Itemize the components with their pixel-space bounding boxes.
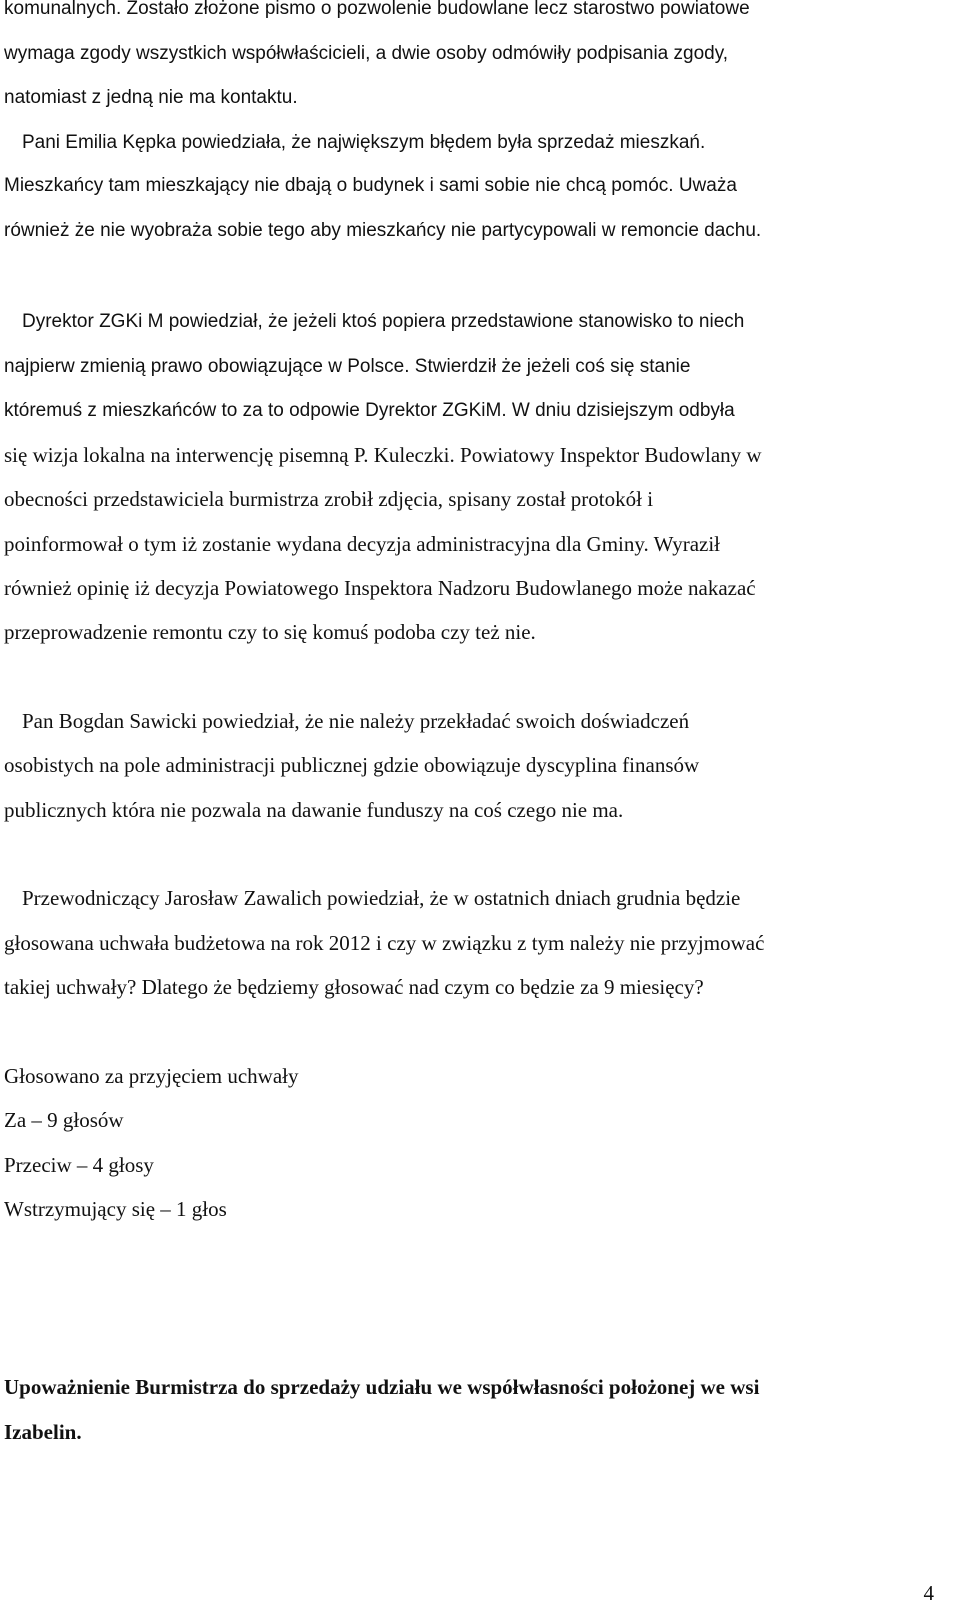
page-number: 4 bbox=[923, 1581, 934, 1605]
text-line: poinformował o tym iż zostanie wydana decyzja administracyjna dla Gminy. Wyraził bbox=[4, 532, 721, 556]
text-line: Pani Emilia Kępka powiedziała, że największym błędem była sprzedaż mieszkań. bbox=[22, 132, 706, 153]
text-line: takiej uchwały? Dlatego że będziemy głosować nad czym co będzie za 9 miesięcy? bbox=[4, 975, 704, 999]
text-line: przeprowadzenie remontu czy to się komuś podoba czy też nie. bbox=[4, 620, 536, 644]
section-heading-line: Upoważnienie Burmistrza do sprzedaży udziału we współwłasności położonej we wsi bbox=[4, 1375, 760, 1399]
text-line: Pan Bogdan Sawicki powiedział, że nie należy przekładać swoich doświadczeń bbox=[22, 709, 690, 733]
text-line: komunalnych. Zostało złożone pismo o pozwolenie budowlane lecz starostwo powiatowe bbox=[4, 0, 750, 19]
text-line: również że nie wyobraża sobie tego aby mieszkańcy nie partycypowali w remoncie dachu. bbox=[4, 220, 762, 241]
text-line: natomiast z jedną nie ma kontaktu. bbox=[4, 87, 298, 108]
text-line: Mieszkańcy tam mieszkający nie dbają o budynek i sami sobie nie chcą pomóc. Uważa bbox=[4, 175, 737, 196]
vote-abstain: Wstrzymujący się – 1 głos bbox=[4, 1197, 227, 1221]
text-line: obecności przedstawiciela burmistrza zrobił zdjęcia, spisany został protokół i bbox=[4, 487, 654, 511]
text-line: się wizja lokalna na interwencję pisemną P. Kuleczki. Powiatowy Inspektor Budowlany w bbox=[4, 443, 762, 467]
text-line: głosowana uchwała budżetowa na rok 2012 i czy w związku z tym należy nie przyjmować bbox=[4, 931, 765, 955]
text-line: któremuś z mieszkańców to za to odpowie Dyrektor ZGKiM. W dniu dzisiejszym odbyła bbox=[4, 400, 735, 421]
text-line: Dyrektor ZGKi M powiedział, że jeżeli ktoś popiera przedstawione stanowisko to niech bbox=[22, 311, 745, 332]
section-heading-line: Izabelin. bbox=[4, 1420, 82, 1444]
text-line: osobistych na pole administracji publicznej gdzie obowiązuje dyscyplina finansów bbox=[4, 753, 700, 777]
vote-heading: Głosowano za przyjęciem uchwały bbox=[4, 1064, 299, 1088]
text-line: również opinię iż decyzja Powiatowego Inspektora Nadzoru Budowlanego może nakazać bbox=[4, 576, 756, 600]
text-line: najpierw zmienią prawo obowiązujące w Polsce. Stwierdził że jeżeli coś się stanie bbox=[4, 356, 691, 377]
vote-against: Przeciw – 4 głosy bbox=[4, 1153, 154, 1177]
text-line: publicznych która nie pozwala na dawanie funduszy na coś czego nie ma. bbox=[4, 798, 624, 822]
text-line: Przewodniczący Jarosław Zawalich powiedział, że w ostatnich dniach grudnia będzie bbox=[22, 886, 741, 910]
text-line: wymaga zgody wszystkich współwłaścicieli, a dwie osoby odmówiły podpisania zgody, bbox=[4, 43, 729, 64]
vote-for: Za – 9 głosów bbox=[4, 1108, 124, 1132]
